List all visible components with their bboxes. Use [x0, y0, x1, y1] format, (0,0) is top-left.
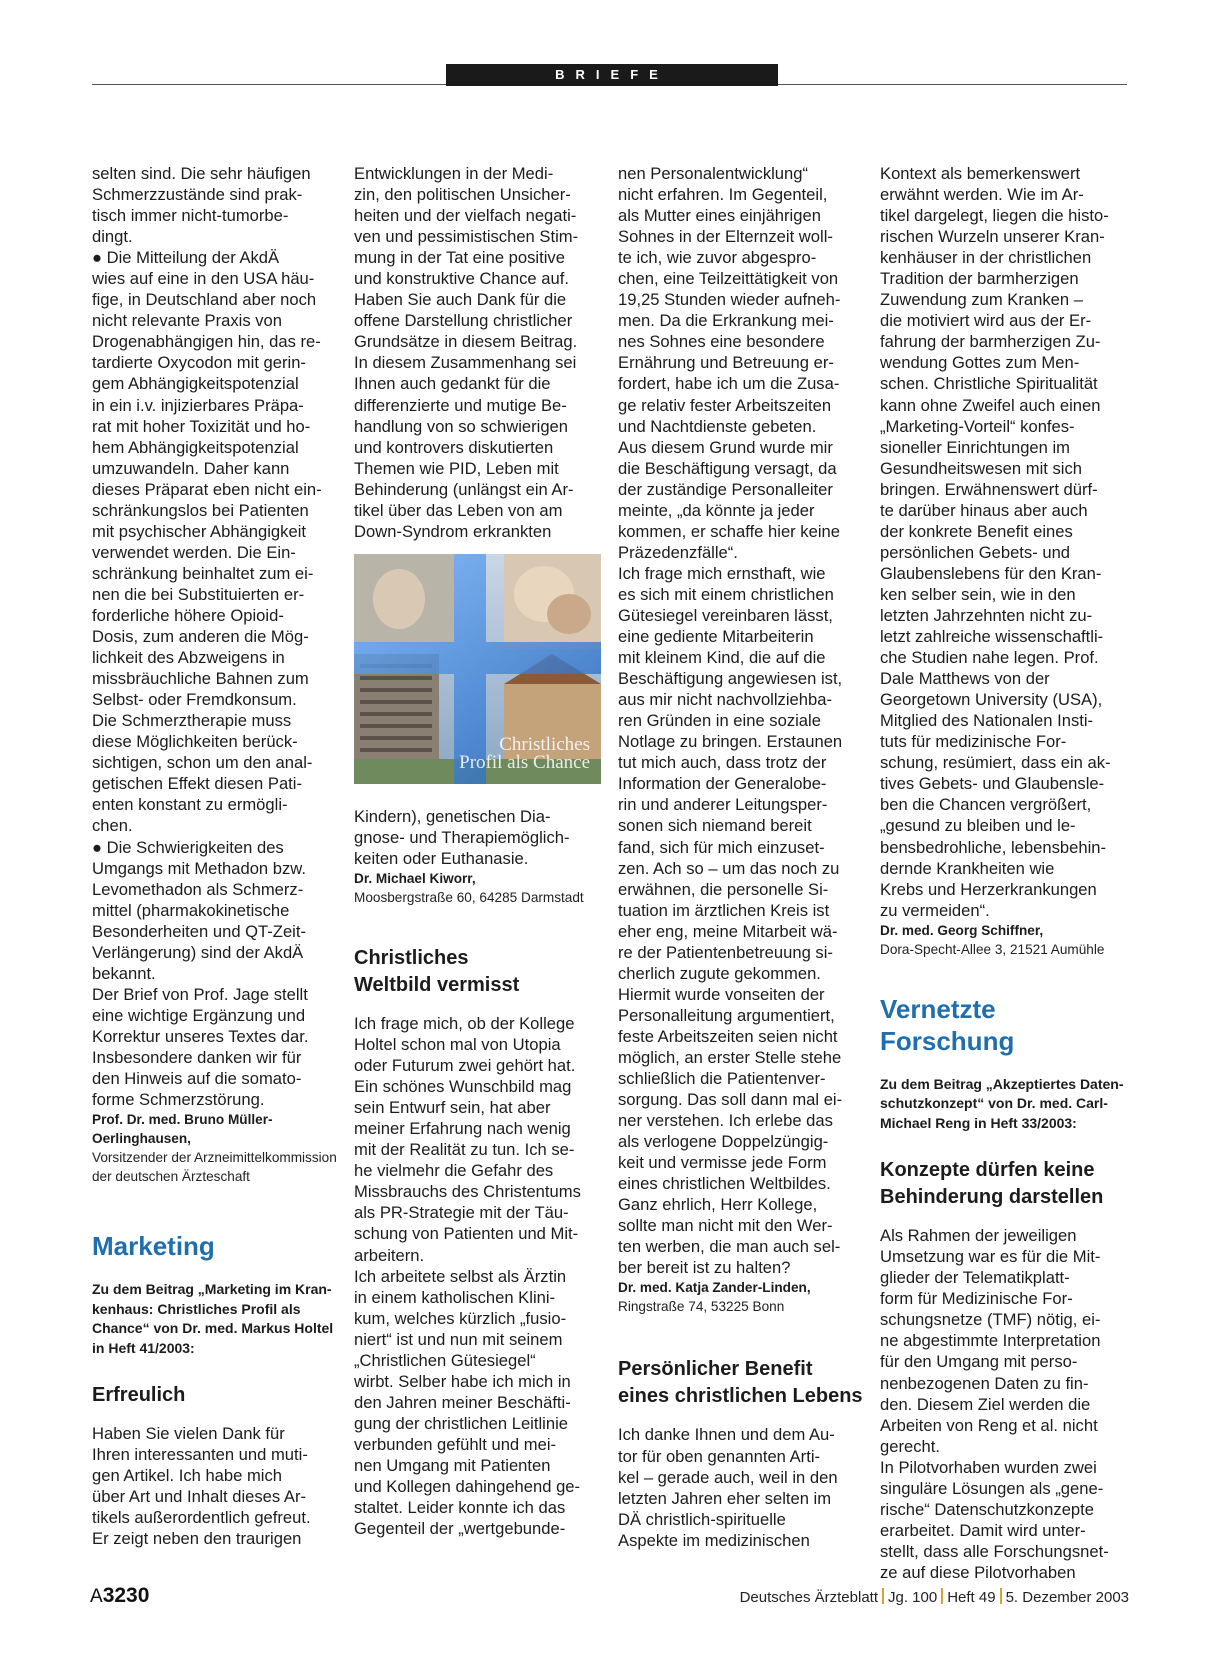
text-line: te ich, wie zuvor abgespro- [618, 248, 817, 268]
body-text [354, 806, 599, 869]
text-line: die Beschäftigung versagt, da [618, 458, 837, 478]
text-line: keit und vermisse jede Form [618, 1153, 827, 1173]
text-line: Ich danke Ihnen und dem Au- [618, 1425, 835, 1445]
text-line: ren Gründen in eine soziale [618, 711, 821, 731]
text-line: Umgangs mit Methadon bzw. [92, 858, 306, 878]
text-line: Personalleitung argumentiert, [618, 1005, 835, 1025]
text-line: „Christlichen Gütesiegel“ [354, 1350, 536, 1370]
text-line: nicht relevante Praxis von [92, 311, 283, 331]
text-line: rat mit hoher Toxizität und ho- [92, 416, 311, 436]
text-line: und konstruktive Chance auf. [354, 269, 569, 289]
text-line: Zuwendung zum Kranken – [880, 290, 1083, 310]
text-line: die motiviert wird aus der Er- [880, 311, 1092, 331]
text-line: fand, sich für mich einzuset- [618, 837, 825, 857]
text-line: nes Sohnes eine besondere [618, 332, 825, 352]
article-reference [880, 1075, 1125, 1134]
separator [882, 1588, 884, 1604]
text-line: Ernährung und Betreuung er- [618, 353, 834, 373]
text-line: schließlich die Patientenver- [618, 1069, 826, 1089]
separator [1000, 1588, 1002, 1604]
letter-title-line: eines christlichen Lebens [618, 1385, 863, 1408]
text-line: schränkungslos bei Patienten [92, 500, 309, 520]
text-line: fige, in Deutschland aber noch [92, 290, 317, 310]
text-line: ne abgestimmte Interpretation [880, 1331, 1101, 1351]
text-line: Als Rahmen der jeweiligen [880, 1226, 1077, 1246]
text-line: getischen Effekt diesen Pati- [92, 774, 303, 794]
signature-address: Moosbergstraße 60, 64285 Darmstadt [354, 889, 584, 905]
text-line: hem Abhängigkeitspotenzial [92, 437, 299, 457]
text-line: In Pilotvorhaben wurden zwei [880, 1457, 1097, 1477]
text-line: lichkeit des Abzweigens in [92, 648, 285, 668]
text-line: cherlich zugute gekommen. [618, 963, 821, 983]
text-line: diese Möglichkeiten berück- [92, 732, 298, 752]
text-line: staltet. Leider konnte ich das [354, 1498, 566, 1518]
text-line: eine gediente Mitarbeiterin [618, 627, 814, 647]
text-line: missbräuchliche Bahnen zum [92, 669, 309, 689]
text-line: Besonderheiten und QT-Zeit- [92, 921, 306, 941]
text-line: schen. Christliche Spiritualität [880, 374, 1098, 394]
text-line: dernde Krankheiten wie [880, 858, 1055, 878]
text-line: und Kollegen dahingehend ge- [354, 1477, 581, 1497]
text-line: Drogenabhängigen hin, das re- [92, 332, 321, 352]
text-line: men. Da die Erkrankung mei- [618, 311, 834, 331]
text-line: Entwicklungen in der Medi- [354, 164, 554, 183]
text-line: Sohnes in der Elternzeit woll- [618, 227, 833, 247]
text-line: DÄ christlich-spirituelle [618, 1509, 786, 1529]
text-line: gnose- und Therapiemöglich- [354, 827, 570, 847]
text-line: mung in der Tat eine positive [354, 248, 565, 268]
text-line: es sich mit einem christlichen [618, 584, 834, 604]
letter-title: Erfreulich [92, 1384, 186, 1407]
text-line: Selbst- oder Fremdkonsum. [92, 690, 297, 710]
text-line: fordert, habe ich um die Zusa- [618, 374, 840, 394]
text-line: schränkung beinhaltet zum ei- [92, 563, 314, 583]
text-line: glieder der Telematikplatt- [880, 1268, 1070, 1288]
text-line: 19,25 Stunden wieder aufneh- [618, 290, 841, 310]
text-line: eines christlichen Weltbildes. [618, 1174, 831, 1194]
text-line: Korrektur unseres Textes dar. [92, 1026, 309, 1046]
text-line: Der Brief von Prof. Jage stellt [92, 984, 308, 1004]
text-line: Zu dem Beitrag „Akzeptiertes Daten- [880, 1075, 1124, 1092]
text-line: über Art und Inhalt dieses Ar- [92, 1487, 307, 1507]
text-line: mit psychischer Abhängigkeit [92, 521, 306, 541]
text-line: rin und anderer Leitungsper- [618, 795, 828, 815]
text-line: zu vermeiden“. [880, 900, 990, 920]
text-line: kommen, er schaffe hier keine [618, 521, 840, 541]
text-line: nicht erfahren. Im Gegenteil, [618, 185, 828, 205]
text-line: Präzedenzfälle“. [618, 542, 738, 562]
text-line: schung, resümiert, dass ein ak- [880, 753, 1111, 773]
text-line: kenhäuser in der christlichen [880, 248, 1092, 268]
text-line: den Hinweis auf die somato- [92, 1069, 302, 1089]
text-line: Gegenteil der „wertgebunde- [354, 1519, 566, 1539]
text-line: dingt. [92, 227, 133, 247]
text-line: kel – gerade auch, weil in den [618, 1467, 838, 1487]
text-line: mittel (pharmakokinetische [92, 900, 290, 920]
signature-name: Dr. med. Katja Zander-Linden, [618, 1280, 811, 1296]
text-line: Umsetzung war es für die Mit- [880, 1247, 1101, 1267]
body-text [880, 1225, 1125, 1583]
text-line: gen Artikel. Ich habe mich [92, 1466, 283, 1486]
text-line: für den Umgang mit perso- [880, 1352, 1078, 1372]
text-line: Glaubenslebens für den Kran- [880, 563, 1102, 583]
text-line: heiten und der vielfach negati- [354, 206, 577, 226]
text-line: dieses Präparat eben nicht ein- [92, 479, 322, 499]
letter-title-line: Weltbild vermisst [354, 973, 520, 996]
text-line: kann ohne Zweifel auch einen [880, 395, 1101, 415]
body-text [92, 163, 337, 1110]
text-line: gung der christlichen Leitlinie [354, 1413, 569, 1433]
text-line: Ganz ehrlich, Herr Kollege, [618, 1195, 818, 1215]
text-line: wies auf eine in den USA häu- [92, 269, 315, 289]
photo-caption: Profil als Chance [459, 751, 590, 773]
text-line: nen Personalentwicklung“ [618, 164, 809, 183]
text-line: oder Futurum zwei gehört hat. [354, 1056, 576, 1076]
text-line: wirbt. Selber habe ich mich in [354, 1371, 571, 1391]
text-line: meinte, „da könnte ja jeder [618, 500, 815, 520]
letter-title [354, 945, 599, 999]
text-line: und Nachtdienste gebeten. [618, 416, 817, 436]
signature-affiliation: der deutschen Ärzteschaft [92, 1169, 250, 1185]
text-line: erwähnt werden. Wie im Ar- [880, 185, 1084, 205]
text-line: Ich frage mich ernsthaft, wie [618, 563, 826, 583]
signature-affiliation: Vorsitzender der Arzneimittelkommission [92, 1150, 337, 1166]
text-line: ge relativ fester Arbeitszeiten [618, 395, 832, 415]
text-line: Kontext als bemerkenswert [880, 164, 1081, 183]
text-line: mit der Realität zu tun. Ich se- [354, 1140, 575, 1160]
signature-address: Dora-Specht-Allee 3, 21521 Aumühle [880, 941, 1105, 957]
section-heading: Vernetzte Forschung [880, 993, 1015, 1056]
text-line: mit kleinem Kind, die auf die [618, 648, 826, 668]
text-line: persönlichen Gebets- und [880, 542, 1071, 562]
text-line: in Heft 41/2003: [92, 1339, 195, 1356]
signature-name: Oerlinghausen, [92, 1131, 191, 1147]
text-line: Chance“ von Dr. med. Markus Holtel [92, 1320, 334, 1337]
issue: Heft 49 [947, 1589, 996, 1606]
text-line: Haben Sie auch Dank für die [354, 290, 567, 310]
text-line: „Marketing-Vorteil“ konfes- [880, 416, 1075, 436]
signature-name: Dr. med. Georg Schiffner, [880, 922, 1044, 938]
text-line: sorgung. Das soll dann mal ei- [618, 1090, 843, 1110]
text-line: tut mich auch, dass trotz der [618, 753, 827, 773]
text-line: schungsnetze (TMF) nötig, ei- [880, 1310, 1101, 1330]
text-line: chen, eine Teilzeittätigkeit von [618, 269, 839, 289]
column-2 [354, 163, 599, 1539]
page-number-value: 3230 [102, 1584, 150, 1607]
signature-name: Dr. Michael Kiworr, [354, 870, 476, 886]
text-line: ven und pessimistischen Stim- [354, 227, 579, 247]
text-line: Dosis, zum anderen die Mög- [92, 627, 309, 647]
signature-name: Prof. Dr. med. Bruno Müller- [92, 1112, 273, 1128]
text-line: re der Patientenbetreuung si- [618, 942, 833, 962]
volume: Jg. 100 [888, 1589, 938, 1606]
text-line: Levomethadon als Schmerz- [92, 879, 304, 899]
text-line: nenbezogenen Daten zu fin- [880, 1373, 1089, 1393]
text-line: forderliche höhere Opioid- [92, 605, 284, 625]
text-line: verwendet werden. Die Ein- [92, 542, 296, 562]
text-line: Gütesiegel vereinbaren lässt, [618, 605, 833, 625]
text-line: Notlage zu bringen. Erstaunen [618, 732, 843, 752]
text-line: tives Gebets- und Glaubensle- [880, 774, 1105, 794]
text-line: Aus diesem Grund wurde mir [618, 437, 833, 457]
text-line: Verlängerung) sind der AkdÄ [92, 942, 304, 962]
text-line: in einem katholischen Klini- [354, 1287, 556, 1307]
column-1 [92, 163, 337, 1549]
text-line: als PR-Strategie mit der Täu- [354, 1203, 569, 1223]
text-line: Gesundheitswesen mit sich [880, 458, 1082, 478]
text-line: als verlogene Doppelzüngig- [618, 1132, 829, 1152]
text-line: meiner Erfahrung nach wenig [354, 1119, 571, 1139]
text-line: tikel über das Leben von am [354, 500, 563, 520]
text-line: umzuwandeln. Daher kann [92, 458, 290, 478]
text-line: selten sind. Die sehr häufigen [92, 164, 311, 183]
text-line: te darüber hinaus aber auch [880, 500, 1088, 520]
text-line: Georgetown University (USA), [880, 690, 1103, 710]
text-line: ten werben, die man auch sel- [618, 1237, 841, 1257]
separator [941, 1588, 943, 1604]
text-line: und kontrovers diskutierten [354, 437, 554, 457]
text-line: der konkrete Benefit eines [880, 521, 1073, 541]
text-line: tisch immer nicht-tumorbe- [92, 206, 289, 226]
text-line: Krebs und Herzerkrankungen [880, 879, 1097, 899]
text-line: tikel dargelegt, liegen die histo- [880, 206, 1109, 226]
letter-title [618, 1356, 863, 1410]
text-line: Beschäftigung angewiesen ist, [618, 669, 843, 689]
text-line: tor für oben genannten Arti- [618, 1446, 821, 1466]
text-line: arbeitern. [354, 1245, 425, 1265]
text-line: Holtel schon mal von Utopia [354, 1035, 561, 1055]
journal-name: Deutsches Ärzteblatt [739, 1589, 878, 1606]
text-line: Missbrauchs des Christentums [354, 1182, 581, 1202]
text-line: tuation im ärztlichen Kreis ist [618, 900, 830, 920]
text-line: Michael Reng in Heft 33/2003: [880, 1114, 1077, 1131]
text-line: ken selber sein, wie in den [880, 584, 1076, 604]
text-line: fahrung der barmherzigen Zu- [880, 332, 1101, 352]
text-line: enten konstant zu ermögli- [92, 795, 288, 815]
letter-title-line: Persönlicher Benefit [618, 1358, 813, 1381]
text-line: sonen sich niemand bereit [618, 816, 812, 836]
footer-citation [740, 1588, 1129, 1606]
text-line: Aspekte im medizinischen [618, 1530, 810, 1550]
text-line: aus mir nicht nachvollziehba- [618, 690, 832, 710]
section-heading: Marketing [92, 1231, 215, 1262]
text-line: niert“ ist und nun mit seinem [354, 1329, 563, 1349]
text-line: „gesund zu bleiben und le- [880, 816, 1076, 836]
text-line: Arbeiten von Reng et al. nicht [880, 1415, 1098, 1435]
text-line: in ein i.v. injizierbares Präpa- [92, 395, 304, 415]
text-line: keiten oder Euthanasie. [354, 848, 529, 868]
text-line: bensbedrohliche, lebensbehin- [880, 837, 1107, 857]
text-line: ben die Chancen vergrößert, [880, 795, 1092, 815]
text-line: chen. [92, 816, 133, 836]
text-line: eher eng, meine Mitarbeit wä- [618, 921, 838, 941]
text-line: kenhaus: Christliches Profil als [92, 1300, 301, 1317]
text-line: letzt zahlreiche wissenschaftli- [880, 627, 1104, 647]
column-3 [618, 163, 863, 1551]
text-line: ber bereit ist zu halten? [618, 1258, 791, 1278]
text-line: Ich frage mich, ob der Kollege [354, 1013, 575, 1033]
page-number [90, 1584, 149, 1608]
text-line: forme Schmerzstörung. [92, 1090, 265, 1110]
text-line: bekannt. [92, 963, 156, 983]
text-line: möglich, an erster Stelle stehe [618, 1047, 842, 1067]
text-line: Er zeigt neben den traurigen [92, 1529, 302, 1549]
text-line: sollte man nicht mit den Wer- [618, 1216, 833, 1236]
body-text [354, 1013, 599, 1539]
text-line: tuts für medizinische For- [880, 732, 1067, 752]
text-line: differenzierte und mutige Be- [354, 395, 567, 415]
text-line: schutzkonzept“ von Dr. med. Carl- [880, 1095, 1108, 1112]
text-line: ● Die Schwierigkeiten des [92, 837, 284, 857]
section-label: BRIEFE [446, 64, 778, 86]
body-text [880, 163, 1125, 921]
text-line: Hiermit wurde vonseiten der [618, 984, 825, 1004]
text-line: rische“ Datenschutzkonzepte [880, 1499, 1094, 1519]
text-line: letzten Jahren eher selten im [618, 1488, 832, 1508]
text-line: Ich arbeitete selbst als Ärztin [354, 1266, 567, 1286]
text-line: nen die bei Substituierten er- [92, 584, 305, 604]
text-line: als Mutter eines einjährigen [618, 206, 821, 226]
text-line: offene Darstellung christlicher [354, 311, 573, 331]
text-line: Ihnen auch gedankt für die [354, 374, 551, 394]
text-line: Grundsätze in diesem Beitrag. [354, 332, 578, 352]
text-line: Mitglied des Nationalen Insti- [880, 711, 1094, 731]
text-line: feste Arbeitszeiten seien nicht [618, 1026, 838, 1046]
text-line: zin, den politischen Unsicher- [354, 185, 571, 205]
letter-title-line: Christliches [354, 946, 469, 969]
issue-date: 5. Dezember 2003 [1005, 1589, 1129, 1606]
article-photo [354, 554, 601, 784]
text-line: Zu dem Beitrag „Marketing im Kran- [92, 1281, 332, 1298]
text-line: erarbeitet. Damit wird unter- [880, 1520, 1086, 1540]
text-line: sein Entwurf sein, hat aber [354, 1098, 551, 1118]
text-line: erwähnen, die personelle Si- [618, 879, 829, 899]
text-line: nen Umgang mit Patienten [354, 1455, 551, 1475]
text-line: Information der Generalobe- [618, 774, 827, 794]
text-line: che Studien nahe legen. Prof. [880, 648, 1099, 668]
body-text [354, 163, 599, 542]
text-line: sioneller Einrichtungen im [880, 437, 1071, 457]
article-reference [92, 1280, 337, 1358]
text-line: In diesem Zusammenhang sei [354, 353, 577, 373]
text-line: ● Die Mitteilung der AkdÄ [92, 248, 280, 268]
body-text [92, 1423, 337, 1549]
text-line: Schmerzzustände sind prak- [92, 185, 303, 205]
text-line: zen. Ach so – um das noch zu [618, 858, 840, 878]
photo-caption: Christliches [499, 733, 590, 755]
text-line: Die Schmerztherapie muss [92, 711, 292, 731]
text-line: kum, welches kürzlich „fusio- [354, 1308, 567, 1328]
text-line: wendung Gottes zum Men- [880, 353, 1080, 373]
signature-address: Ringstraße 74, 53225 Bonn [618, 1299, 785, 1315]
text-line: Down-Syndrom erkrankten [354, 521, 552, 541]
text-line: schung von Patienten und Mit- [354, 1224, 579, 1244]
text-line: ze auf diese Pilotvorhaben [880, 1562, 1076, 1582]
text-line: form für Medizinische For- [880, 1289, 1073, 1309]
text-line: Tradition der barmherzigen [880, 269, 1079, 289]
text-line: Ein schönes Wunschbild mag [354, 1077, 572, 1097]
letter-title-line: Konzepte dürfen keine [880, 1159, 1095, 1182]
text-line: gerecht. [880, 1436, 940, 1456]
text-line: letzten Jahrzehnten nicht zu- [880, 605, 1093, 625]
text-line: der zuständige Personalleiter [618, 479, 833, 499]
text-line: tikels außerordentlich gefreut. [92, 1508, 311, 1528]
text-line: eine wichtige Ergänzung und [92, 1005, 306, 1025]
text-line: sichtigen, schon um den anal- [92, 753, 313, 773]
text-line: Haben Sie vielen Dank für [92, 1424, 285, 1444]
text-line: Insbesondere danken wir für [92, 1047, 302, 1067]
text-line: Behinderung (unlängst ein Ar- [354, 479, 574, 499]
text-line: rischen Wurzeln unserer Kran- [880, 227, 1105, 247]
text-line: Themen wie PID, Leben mit [354, 458, 559, 478]
text-line: singuläre Lösungen als „gene- [880, 1478, 1104, 1498]
letter-title-line: Behinderung darstellen [880, 1186, 1104, 1209]
column-4 [880, 163, 1125, 1583]
text-line: Dale Matthews von der [880, 669, 1050, 689]
text-line: gem Abhängigkeitspotenzial [92, 374, 299, 394]
text-line: verbunden gefühlt und mei- [354, 1434, 557, 1454]
text-line: den Jahren meiner Beschäfti- [354, 1392, 571, 1412]
body-text [618, 1424, 863, 1550]
page-prefix: A [90, 1586, 103, 1607]
text-line: tardierte Oxycodon mit gerin- [92, 353, 306, 373]
letter-title [880, 1157, 1125, 1211]
text-line: stellt, dass alle Forschungsnet- [880, 1541, 1109, 1561]
text-line: Kindern), genetischen Dia- [354, 806, 551, 826]
text-line: ner verstehen. Ich erlebe das [618, 1111, 833, 1131]
body-text [618, 163, 863, 1278]
text-line: Ihren interessanten und muti- [92, 1445, 308, 1465]
text-line: he vielmehr die Gefahr des [354, 1161, 554, 1181]
text-line: bringen. Erwähnenswert dürf- [880, 479, 1098, 499]
text-line: den. Diesem Ziel werden die [880, 1394, 1091, 1414]
text-line: handlung von so schwierigen [354, 416, 569, 436]
